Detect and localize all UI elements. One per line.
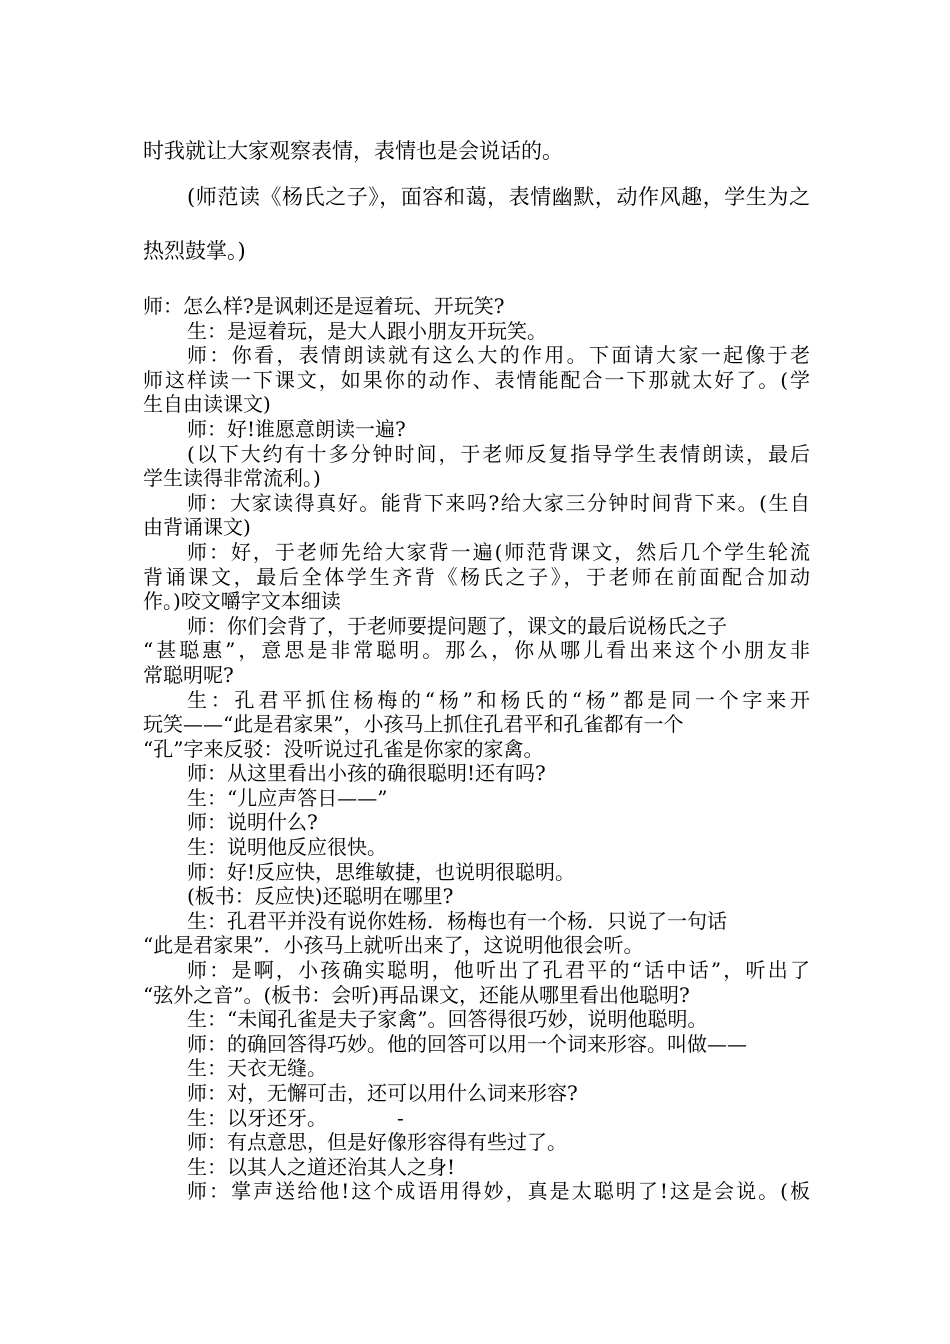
dialogue-line: 常聪明呢? bbox=[143, 662, 234, 687]
dialogue-line: 师：好!谁愿意朗读一遍? bbox=[187, 416, 406, 441]
dialogue-line: (以下大约有十多分钟时间，于老师反复指导学生表情朗读，最后 bbox=[187, 441, 810, 466]
dialogue-line: 师：是啊，小孩确实聪明，他听出了孔君平的“话中话”，听出了 bbox=[187, 958, 810, 983]
dialogue-line: 师：好!反应快，思维敏捷，也说明很聪明。 bbox=[187, 859, 576, 884]
dialogue-line: 生：孔君平并没有说你姓杨．杨梅也有一个杨．只说了一句话 bbox=[187, 908, 727, 933]
dialogue-line: 生：“儿应声答日——” bbox=[187, 785, 388, 810]
dialogue-line: 生：说明他反应很快。 bbox=[187, 835, 387, 860]
dialogue-line: “此是君家果”．小孩马上就听出来了，这说明他很会听。 bbox=[143, 933, 644, 958]
dialogue-line: “弦外之音”。(板书：会听)再品课文，还能从哪里看出他聪明? bbox=[143, 982, 690, 1007]
dialogue-line: 玩笑——“此是君家果”，小孩马上抓住孔君平和孔雀都有一个 bbox=[143, 712, 684, 737]
dialogue-line: 生：是逗着玩，是大人跟小朋友开玩笑。 bbox=[187, 318, 547, 343]
intro-line: (师范读《杨氏之子》，面容和蔼，表情幽默，动作风趣，学生为之 bbox=[187, 185, 810, 209]
dialogue-line: 作。)咬文嚼字文本细读 bbox=[143, 589, 341, 614]
dialogue-line: 生：孔君平抓住杨梅的“杨”和杨氏的“杨”都是同一个字来开 bbox=[187, 687, 810, 712]
dialogue-line: (板书：反应快)还聪明在哪里? bbox=[187, 884, 454, 909]
dialogue-line: 生：以牙还牙。 - bbox=[187, 1105, 404, 1130]
dialogue-line: “孔”字来反驳：没听说过孔雀是你家的家禽。 bbox=[143, 736, 544, 761]
dialogue-line: 师：从这里看出小孩的确很聪明!还有吗? bbox=[187, 761, 546, 786]
dialogue-line: 师：好，于老师先给大家背一遍(师范背课文，然后几个学生轮流 bbox=[187, 539, 810, 564]
dialogue-line: “甚聪惠”，意思是非常聪明。那么，你从哪儿看出来这个小朋友非 bbox=[143, 638, 810, 663]
dialogue-line: 师：你看，表情朗读就有这么大的作用。下面请大家一起像于老 bbox=[187, 343, 810, 368]
dialogue-line: 师：的确回答得巧妙。他的回答可以用一个词来形容。叫做—— bbox=[187, 1031, 747, 1056]
dialogue-line: 学生读得非常流利。) bbox=[143, 466, 321, 491]
dialogue-line: 背诵课文，最后全体学生齐背《杨氏之子》，于老师在前面配合加动 bbox=[143, 564, 810, 589]
dialogue-line: 师：说明什么? bbox=[187, 810, 318, 835]
dialogue-block bbox=[143, 294, 810, 1204]
dialogue-line: 生：天衣无缝。 bbox=[187, 1056, 327, 1081]
dialogue-line: 生：“未闻孔雀是夫子家禽”。回答得很巧妙，说明他聪明。 bbox=[187, 1007, 708, 1032]
dialogue-line: 师：你们会背了，于老师要提问题了，课文的最后说杨氏之子 bbox=[187, 613, 727, 638]
dialogue-line: 师：掌声送给他!这个成语用得妙，真是太聪明了!这是会说。(板 bbox=[187, 1179, 810, 1204]
dialogue-line: 师：对，无懈可击，还可以用什么词来形容? bbox=[187, 1081, 578, 1105]
intro-line: 时我就让大家观察表情，表情也是会说话的。 bbox=[143, 139, 563, 163]
dialogue-line: 师：有点意思，但是好像形容得有些过了。 bbox=[187, 1130, 567, 1155]
dialogue-line: 由背诵课文) bbox=[143, 515, 251, 540]
dialogue-line: 师：怎么样?是讽刺还是逗着玩、开玩笑? bbox=[143, 294, 505, 318]
dialogue-line: 师这样读一下课文，如果你的动作、表情能配合一下那就太好了。(学 bbox=[143, 367, 810, 392]
dialogue-line: 生：以其人之道还治其人之身! bbox=[187, 1154, 456, 1179]
dialogue-line: 师：大家读得真好。能背下来吗?给大家三分钟时间背下来。(生自 bbox=[187, 490, 810, 515]
intro-line: 热烈鼓掌。) bbox=[143, 239, 246, 263]
dialogue-line: 生自由读课文) bbox=[143, 392, 271, 417]
